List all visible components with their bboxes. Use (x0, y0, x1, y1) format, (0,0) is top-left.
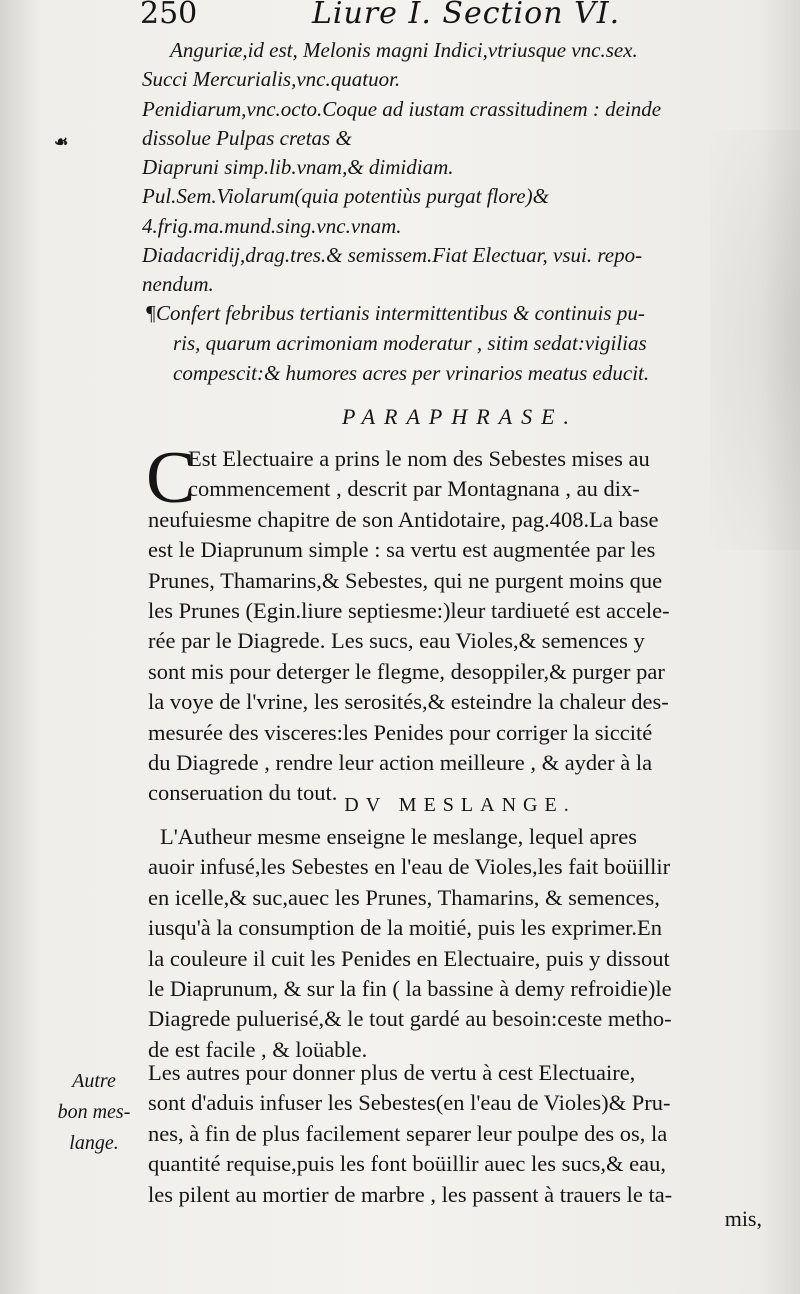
recipe-line: dissolue Pulpas cretas & (142, 125, 352, 150)
text-line: Prunes, Thamarins,& Sebestes, qui ne purgent moins que (148, 567, 663, 593)
text-line: L'Autheur mesme enseigne le meslange, lequel apres (160, 824, 638, 849)
running-title: Liure I. Section VI. (312, 0, 621, 31)
text-line: en icelle,& suc,auec les Prunes, Thamarins, & semences, (148, 884, 660, 910)
text-line: auoir infusé,les Sebestes en l'eau de Violes,les fait boüillir (148, 854, 671, 880)
text-line: Diagrede puluerisé,& le tout gardé au besoin:ceste metho- (148, 1006, 672, 1032)
text-line: du Diagrede , rendre leur action meilleure , & ayder à la (148, 749, 653, 775)
running-header (140, 0, 760, 36)
text-line: sont d'aduis infuser les Sebestes(en l'eau de Violes)& Pru- (148, 1090, 671, 1116)
heading-paraphrase: PARAPHRASE. (341, 404, 579, 429)
paragraph-paraphrase (146, 437, 762, 809)
text-line: Les autres pour donner plus de vertu à cest Electuaire, (148, 1060, 636, 1085)
margin-note (44, 1066, 144, 1159)
text-line: sont mis pour deterger le flegme, desoppiler,& purger par (148, 658, 665, 684)
text-line: quantité requise,puis les font boüillir auec les sucs,& eau, (148, 1151, 666, 1177)
margin-note-line: Autre (72, 1070, 116, 1092)
note-paragraph: ¶Confert febribus tertianis intermittentibus & continuis pu- ris, quarum acrimoniam moderatur , sitim sedat:vigilias compescit:& humores acres per vrinarios meatus educit. (145, 298, 760, 388)
recipe-list (142, 36, 760, 300)
text-line: Est Electuaire a prins le nom des Sebestes mises au (188, 446, 650, 471)
margin-note-line: lange. (69, 1132, 119, 1154)
recipe-line: Diadacridij,drag.tres.& semissem.Fiat Electuar, vsui. repo- (142, 243, 643, 268)
text-line: la voye de l'vrine, les serosités,& esteindre la chaleur des- (148, 689, 669, 715)
drop-capital: C (146, 437, 196, 519)
recipe-line: Diapruni simp.lib.vnam,& dimidiam. (142, 155, 454, 180)
text-line: de est facile , & loüable. (148, 1036, 368, 1062)
text-line: rée par le Diagrede. Les sucs, eau Violes,& semences y (148, 628, 645, 654)
text-line: mesurée des visceres:les Penides pour corriger la siccité (148, 719, 653, 745)
catchword: mis, (724, 1206, 762, 1231)
text-line: le Diaprunum, & sur la fin ( la bassine à demy refroidie)le (148, 975, 672, 1001)
note-line: ris, quarum acrimoniam moderatur , sitim sedat:vigilias (173, 331, 647, 355)
paragraph-meslange (148, 822, 762, 1065)
text-line: la couleure il cuit les Penides en Electuaire, puis y dissout (148, 945, 670, 971)
text-line: est le Diaprunum simple : sa vertu est augmentée par les (148, 537, 656, 563)
text-line: conseruation du tout. (148, 780, 338, 806)
text-line: les Prunes (Egin.liure septiesme:)leur tardiueté est accele- (148, 597, 670, 623)
text-line: les pilent au mortier de marbre , les passent à trauers le ta- (148, 1181, 673, 1207)
text-line: neufuiesme chapitre de son Antidotaire, pag.408.La base (148, 506, 659, 532)
recipe-line: 4.frig.ma.mund.sing.vnc.vnam. (142, 213, 402, 238)
margin-note-line: bon mes- (57, 1101, 131, 1123)
recipe-line: Anguriæ,id est, Melonis magni Indici,vtriusque vnc.sex. (170, 38, 638, 62)
recipe-line: Succi Mercurialis,vnc.quatuor. (142, 67, 401, 92)
page-number: 250 (140, 0, 198, 31)
paragraph-autres (148, 1058, 762, 1210)
recipe-line: Pul.Sem.Violarum(quia potentiùs purgat flore)& (142, 184, 549, 209)
note-line: compescit:& humores acres per vrinarios meatus educit. (173, 361, 650, 385)
text-line: nes, à fin de plus facilement separer leur poulpe des os, la (148, 1120, 668, 1146)
text-line: commencement , descrit par Montagnana , au dix- (188, 476, 640, 502)
recipe-line: nendum. (142, 272, 214, 297)
margin-ornament-icon: ☙ (54, 132, 69, 151)
text-line: iusqu'à la consumption de la moitié, puis les exprimer.En (148, 915, 662, 941)
heading-meslange: DV MESLANGE. (344, 794, 576, 816)
recipe-line: Penidiarum,vnc.octo.Coque ad iustam crassitudinem : deinde (142, 96, 662, 121)
